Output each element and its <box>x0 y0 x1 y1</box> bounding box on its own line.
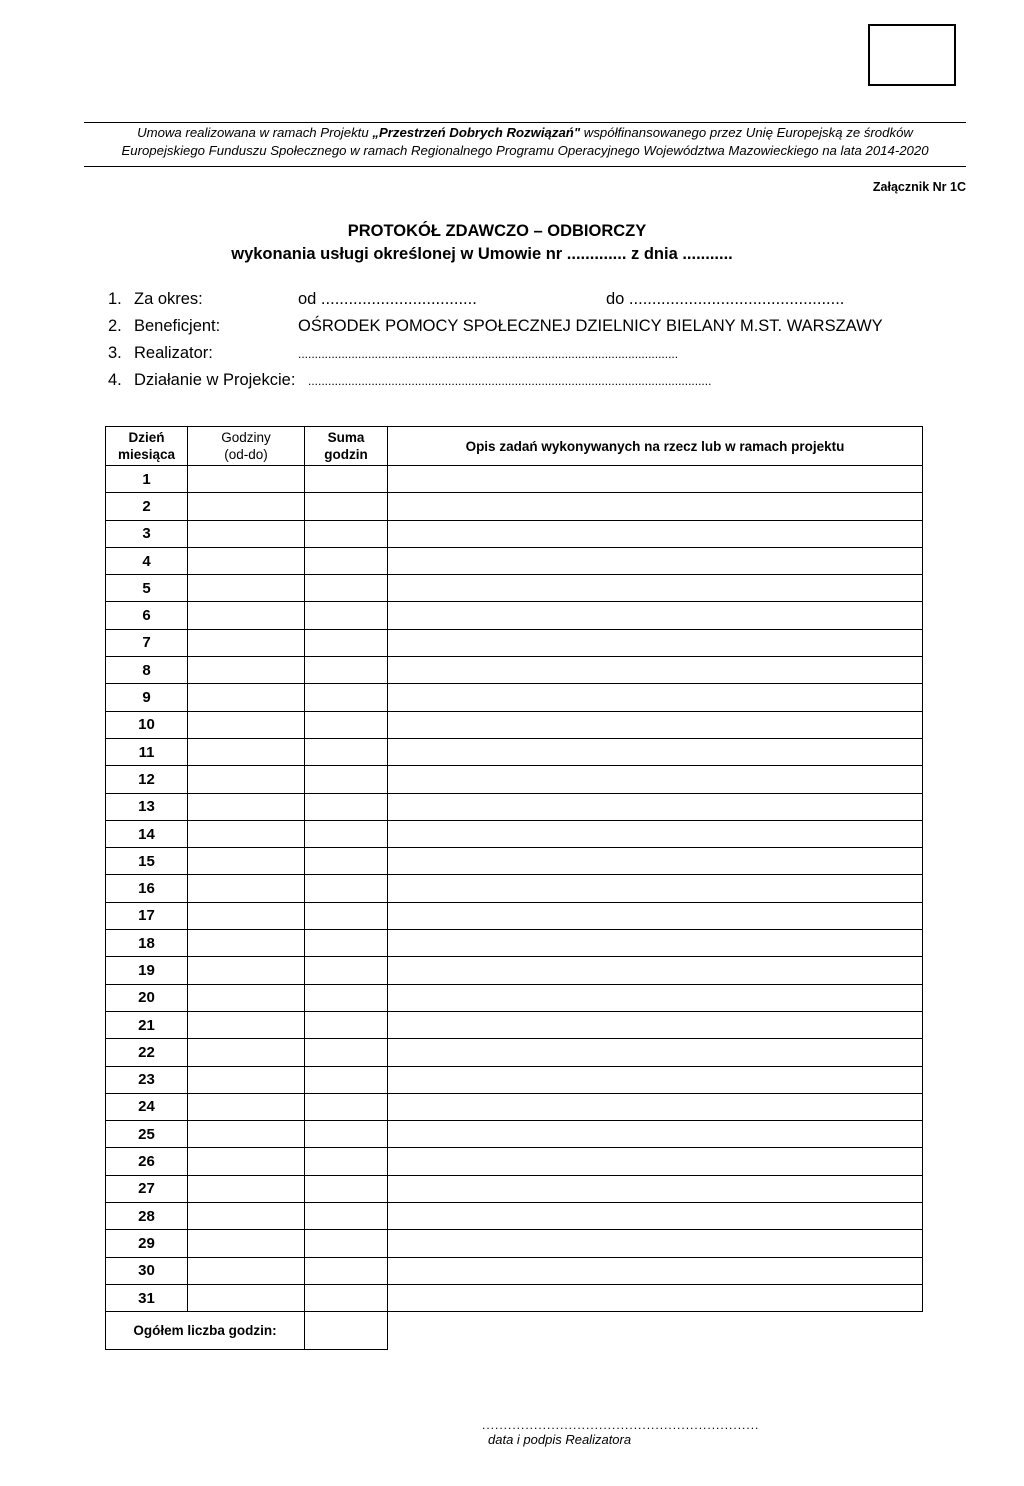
sum-cell[interactable] <box>305 738 388 765</box>
col-day-line1: Dzień <box>128 430 165 445</box>
col-day-line2: miesiąca <box>117 447 176 462</box>
day-cell: 8 <box>106 657 188 684</box>
sum-cell[interactable] <box>305 711 388 738</box>
hours-cell[interactable] <box>188 1011 305 1038</box>
day-cell: 2 <box>106 493 188 520</box>
description-cell[interactable] <box>388 766 923 793</box>
col-description-header: Opis zadań wykonywanych na rzecz lub w ramach projektu <box>388 427 923 466</box>
hours-cell[interactable] <box>188 984 305 1011</box>
description-cell[interactable] <box>388 657 923 684</box>
sum-cell[interactable] <box>305 1148 388 1175</box>
description-cell[interactable] <box>388 848 923 875</box>
item-beneficiary <box>108 317 938 344</box>
table-row <box>106 1284 923 1311</box>
day-cell: 14 <box>106 820 188 847</box>
hours-cell[interactable] <box>188 1284 305 1311</box>
header-top-rule <box>84 122 966 123</box>
hours-cell[interactable] <box>188 520 305 547</box>
day-cell: 28 <box>106 1203 188 1230</box>
day-cell: 1 <box>106 466 188 493</box>
day-cell: 9 <box>106 684 188 711</box>
sum-cell[interactable] <box>305 1039 388 1066</box>
hours-cell[interactable] <box>188 602 305 629</box>
table-row <box>106 575 923 602</box>
stamp-box <box>868 24 956 86</box>
contractor-field[interactable]: .................................................................................................................. <box>298 347 679 361</box>
period-to-field[interactable]: do ............................................... <box>606 290 845 308</box>
hours-cell[interactable] <box>188 1039 305 1066</box>
table-row <box>106 684 923 711</box>
item-label: Realizator: <box>134 344 213 362</box>
beneficiary-value: OŚRODEK POMOCY SPOŁECZNEJ DZIELNICY BIELANY M.ST. WARSZAWY <box>298 317 883 335</box>
description-cell[interactable] <box>388 930 923 957</box>
description-cell[interactable] <box>388 1011 923 1038</box>
day-cell: 30 <box>106 1257 188 1284</box>
sum-cell[interactable] <box>305 547 388 574</box>
sum-cell[interactable] <box>305 1203 388 1230</box>
hours-cell[interactable] <box>188 738 305 765</box>
description-cell[interactable] <box>388 547 923 574</box>
title-line-2: wykonania usługi określonej w Umowie nr ............. z dnia ........... <box>231 245 733 263</box>
hours-cell[interactable] <box>188 930 305 957</box>
description-cell[interactable] <box>388 1066 923 1093</box>
sum-cell[interactable] <box>305 1093 388 1120</box>
day-cell: 16 <box>106 875 188 902</box>
table-row <box>106 657 923 684</box>
sum-cell[interactable] <box>305 1175 388 1202</box>
sum-cell[interactable] <box>305 957 388 984</box>
day-cell: 20 <box>106 984 188 1011</box>
table-row <box>106 738 923 765</box>
day-cell: 15 <box>106 848 188 875</box>
day-cell: 11 <box>106 738 188 765</box>
item-number: 1. <box>108 290 122 308</box>
description-cell[interactable] <box>388 520 923 547</box>
sum-cell[interactable] <box>305 575 388 602</box>
signature-line[interactable]: ................................................................ <box>482 1418 760 1432</box>
table-row <box>106 1011 923 1038</box>
description-cell[interactable] <box>388 1148 923 1175</box>
col-day-header <box>106 427 188 466</box>
table-row <box>106 711 923 738</box>
sum-cell[interactable] <box>305 1230 388 1257</box>
title-line-1: PROTOKÓŁ ZDAWCZO – ODBIORCZY <box>347 222 647 240</box>
day-cell: 24 <box>106 1093 188 1120</box>
col-sum-line1: Suma <box>327 430 365 445</box>
col-sum-line2: godzin <box>324 447 368 462</box>
table-row <box>106 1148 923 1175</box>
sum-cell[interactable] <box>305 466 388 493</box>
hours-cell[interactable] <box>188 1257 305 1284</box>
project-action-field[interactable]: ......................................................................................................................... <box>308 374 712 388</box>
sum-cell[interactable] <box>305 520 388 547</box>
hours-cell[interactable] <box>188 820 305 847</box>
day-cell: 5 <box>106 575 188 602</box>
day-cell: 7 <box>106 629 188 656</box>
hours-cell[interactable] <box>188 1203 305 1230</box>
sum-cell[interactable] <box>305 1257 388 1284</box>
description-cell[interactable] <box>388 1257 923 1284</box>
table-row <box>106 493 923 520</box>
description-cell[interactable] <box>388 1093 923 1120</box>
hours-cell[interactable] <box>188 493 305 520</box>
table-row <box>106 520 923 547</box>
sum-cell[interactable] <box>305 629 388 656</box>
form-items <box>108 290 938 398</box>
description-cell[interactable] <box>388 602 923 629</box>
col-hours-line2: (od-do) <box>224 447 268 462</box>
item-project-action <box>108 371 938 398</box>
description-cell[interactable] <box>388 1284 923 1311</box>
total-label: Ogółem liczba godzin: <box>106 1312 305 1350</box>
hours-cell[interactable] <box>188 684 305 711</box>
header-prefix: Umowa realizowana w ramach Projektu <box>137 125 373 140</box>
hours-cell[interactable] <box>188 629 305 656</box>
sum-cell[interactable] <box>305 493 388 520</box>
description-cell[interactable] <box>388 902 923 929</box>
table-row <box>106 902 923 929</box>
item-label: Działanie w Projekcie: <box>134 371 296 389</box>
item-number: 2. <box>108 317 122 335</box>
description-cell[interactable] <box>388 1230 923 1257</box>
day-cell: 31 <box>106 1284 188 1311</box>
hours-cell[interactable] <box>188 547 305 574</box>
description-cell[interactable] <box>388 629 923 656</box>
day-cell: 6 <box>106 602 188 629</box>
item-number: 3. <box>108 344 122 362</box>
description-cell[interactable] <box>388 1039 923 1066</box>
table-row <box>106 466 923 493</box>
day-cell: 17 <box>106 902 188 929</box>
hours-cell[interactable] <box>188 466 305 493</box>
hours-cell[interactable] <box>188 575 305 602</box>
sum-cell[interactable] <box>305 848 388 875</box>
description-cell[interactable] <box>388 575 923 602</box>
table-row <box>106 547 923 574</box>
hours-cell[interactable] <box>188 1230 305 1257</box>
table-row <box>106 957 923 984</box>
sum-cell[interactable] <box>305 875 388 902</box>
hours-cell[interactable] <box>188 1066 305 1093</box>
hours-table <box>105 426 923 1350</box>
sum-cell[interactable] <box>305 820 388 847</box>
sum-cell[interactable] <box>305 602 388 629</box>
table-row <box>106 875 923 902</box>
description-cell[interactable] <box>388 1121 923 1148</box>
description-cell[interactable] <box>388 1175 923 1202</box>
table-row <box>106 1121 923 1148</box>
hours-cell[interactable] <box>188 766 305 793</box>
sum-cell[interactable] <box>305 930 388 957</box>
table-row <box>106 1093 923 1120</box>
day-cell: 18 <box>106 930 188 957</box>
table-row <box>106 984 923 1011</box>
sum-cell[interactable] <box>305 793 388 820</box>
sum-cell[interactable] <box>305 1284 388 1311</box>
table-row <box>106 602 923 629</box>
hours-cell[interactable] <box>188 657 305 684</box>
table-row <box>106 1230 923 1257</box>
description-cell[interactable] <box>388 684 923 711</box>
day-cell: 22 <box>106 1039 188 1066</box>
hours-cell[interactable] <box>188 793 305 820</box>
table-row <box>106 1066 923 1093</box>
description-cell[interactable] <box>388 738 923 765</box>
sum-cell[interactable] <box>305 1066 388 1093</box>
sum-cell[interactable] <box>305 1121 388 1148</box>
description-cell[interactable] <box>388 493 923 520</box>
header-bottom-rule <box>84 166 966 167</box>
day-cell: 3 <box>106 520 188 547</box>
day-cell: 25 <box>106 1121 188 1148</box>
sum-cell[interactable] <box>305 684 388 711</box>
day-cell: 10 <box>106 711 188 738</box>
item-period <box>108 290 938 317</box>
col-hours-line1: Godziny <box>221 430 271 445</box>
day-cell: 23 <box>106 1066 188 1093</box>
col-hours-header <box>188 427 305 466</box>
hours-cell[interactable] <box>188 957 305 984</box>
day-cell: 27 <box>106 1175 188 1202</box>
sum-cell[interactable] <box>305 766 388 793</box>
hours-cell[interactable] <box>188 1121 305 1148</box>
signature-label: data i podpis Realizatora <box>488 1432 632 1447</box>
hours-cell[interactable] <box>188 1175 305 1202</box>
annex-label: Załącznik Nr 1C <box>872 180 966 194</box>
header-line-2: Europejskiego Funduszu Społecznego w ramach Regionalnego Programu Operacyjnego Województwa Mazowieckiego na lata 2014-2020 <box>121 143 929 158</box>
day-cell: 19 <box>106 957 188 984</box>
hours-cell[interactable] <box>188 902 305 929</box>
table-row <box>106 1039 923 1066</box>
description-cell[interactable] <box>388 793 923 820</box>
col-sum-header <box>305 427 388 466</box>
table-row <box>106 1175 923 1202</box>
table-row <box>106 766 923 793</box>
sum-cell[interactable] <box>305 984 388 1011</box>
item-number: 4. <box>108 371 122 389</box>
description-cell[interactable] <box>388 711 923 738</box>
hours-cell[interactable] <box>188 1093 305 1120</box>
description-cell[interactable] <box>388 984 923 1011</box>
table-row <box>106 1257 923 1284</box>
day-cell: 4 <box>106 547 188 574</box>
hours-cell[interactable] <box>188 875 305 902</box>
description-cell[interactable] <box>388 820 923 847</box>
day-cell: 26 <box>106 1148 188 1175</box>
table-row <box>106 848 923 875</box>
sum-cell[interactable] <box>305 1011 388 1038</box>
day-cell: 13 <box>106 793 188 820</box>
table-row <box>106 793 923 820</box>
description-cell[interactable] <box>388 957 923 984</box>
table-row <box>106 1203 923 1230</box>
table-total-row <box>106 1312 923 1350</box>
table-row <box>106 629 923 656</box>
item-label: Beneficjent: <box>134 317 221 335</box>
header-line-1 <box>84 124 966 142</box>
sum-cell[interactable] <box>305 902 388 929</box>
hours-cell[interactable] <box>188 711 305 738</box>
document-title <box>0 220 1024 266</box>
table-row <box>106 930 923 957</box>
hours-cell[interactable] <box>188 848 305 875</box>
day-cell: 21 <box>106 1011 188 1038</box>
hours-cell[interactable] <box>188 1148 305 1175</box>
total-hours-cell[interactable] <box>305 1312 388 1350</box>
period-from-field[interactable]: od .................................. <box>298 290 477 308</box>
description-cell[interactable] <box>388 1203 923 1230</box>
item-contractor <box>108 344 938 371</box>
header-project-name: „Przestrzeń Dobrych Rozwiązań" <box>372 125 581 140</box>
total-empty-space <box>388 1312 923 1350</box>
description-cell[interactable] <box>388 466 923 493</box>
item-label: Za okres: <box>134 290 203 308</box>
project-header <box>84 124 966 160</box>
sum-cell[interactable] <box>305 657 388 684</box>
header-suffix: współfinansowanego przez Unię Europejską ze środków <box>580 125 913 140</box>
table-header-row <box>106 427 923 466</box>
day-cell: 29 <box>106 1230 188 1257</box>
table-row <box>106 820 923 847</box>
description-cell[interactable] <box>388 875 923 902</box>
day-cell: 12 <box>106 766 188 793</box>
